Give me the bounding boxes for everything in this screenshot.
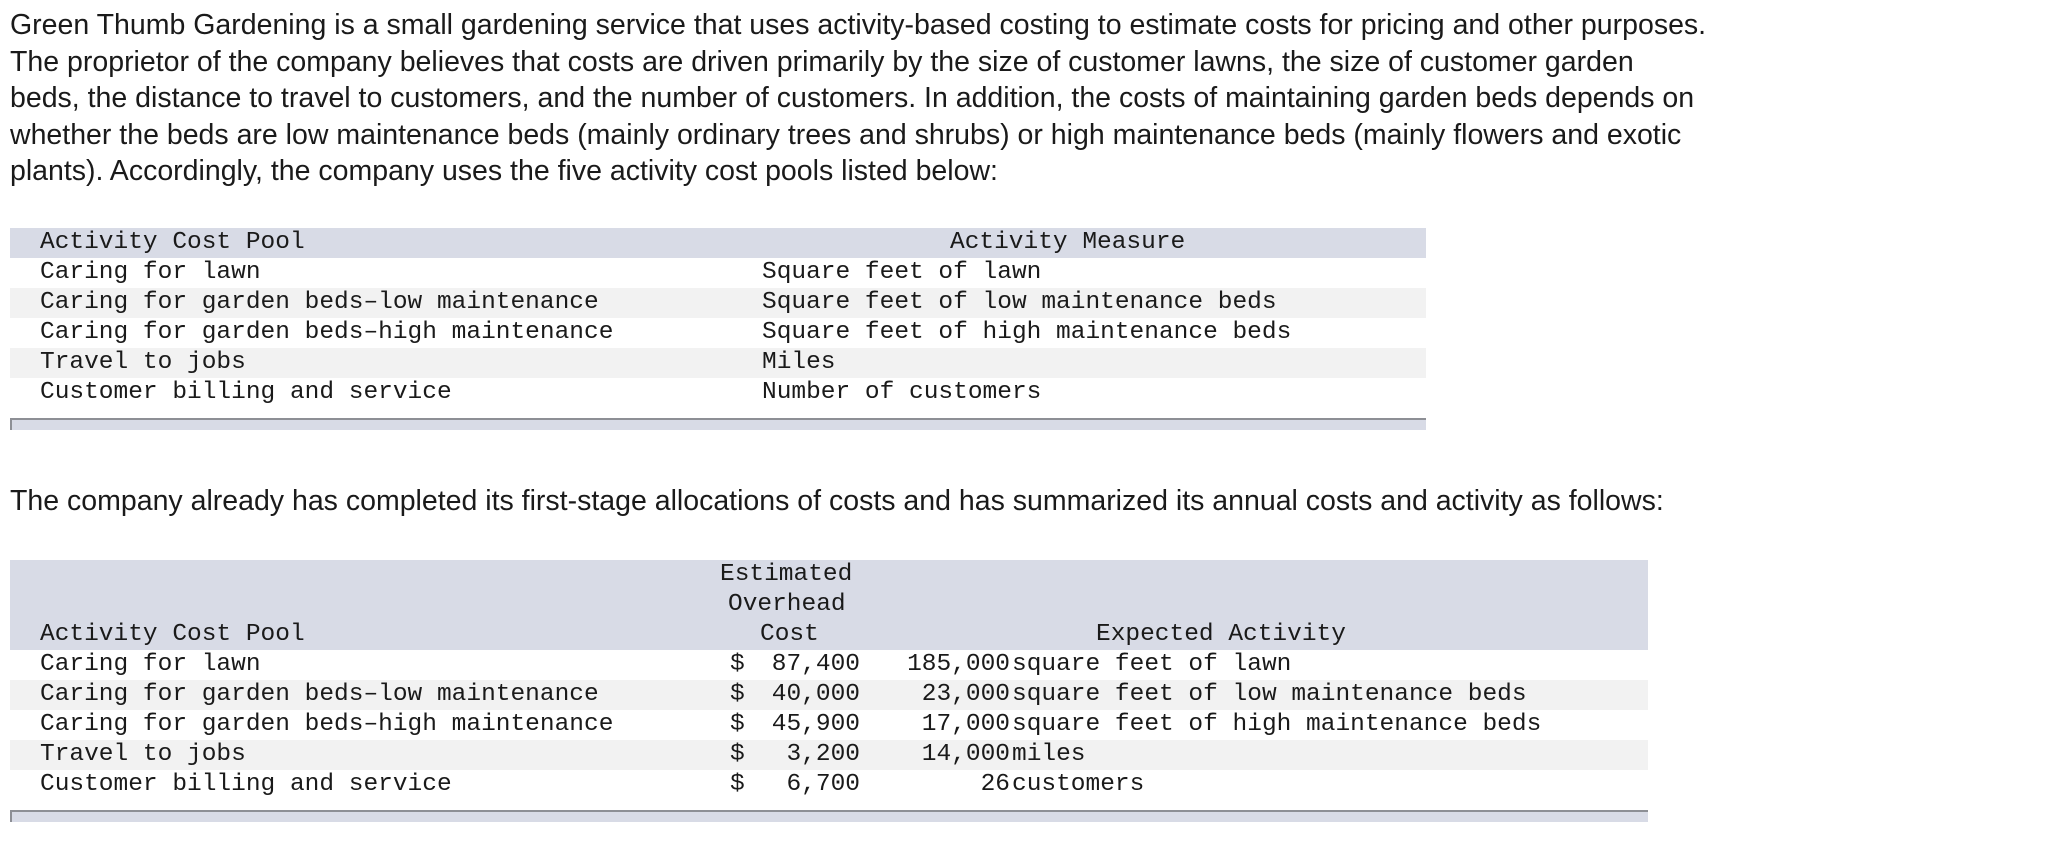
- table-row: [10, 378, 1426, 408]
- cell-quantity: 185,000: [907, 651, 1010, 678]
- header-activity-cost-pool: Activity Cost Pool: [40, 229, 305, 256]
- dollar-sign: $: [730, 771, 745, 798]
- cell-measure: Square feet of high maintenance beds: [762, 319, 1292, 346]
- table-row: [10, 710, 1648, 740]
- cell-pool: Caring for lawn: [40, 651, 261, 678]
- table-row: [10, 770, 1648, 800]
- header-expected-activity: Expected Activity: [1096, 621, 1346, 648]
- cell-measure: Miles: [762, 349, 836, 376]
- cell-pool: Customer billing and service: [40, 379, 452, 406]
- intro-line: beds, the distance to travel to customers, and the number of customers. In addition, the costs of maintaining garden beds depends on: [10, 82, 1695, 115]
- dollar-sign: $: [730, 651, 745, 678]
- cell-pool: Travel to jobs: [40, 349, 246, 376]
- intro-line: Green Thumb Gardening is a small gardening service that uses activity-based costing to estimate costs for pricing and other purposes.: [10, 9, 1707, 41]
- cell-quantity: 17,000: [921, 711, 1010, 738]
- cell-quantity: 26: [980, 771, 1010, 798]
- cost-value: 87,400: [771, 651, 860, 678]
- table-row: [10, 650, 1648, 680]
- header-activity-measure: Activity Measure: [950, 229, 1186, 256]
- cell-unit: miles: [1012, 741, 1086, 768]
- header-estimated: Estimated: [720, 561, 853, 588]
- table-row: [10, 740, 1648, 770]
- table-footer-bar: [10, 418, 1426, 430]
- table-row: [10, 318, 1426, 348]
- intro-line: whether the beds are low maintenance beds (mainly ordinary trees and shrubs) or high maintenance beds (mainly flowers and exotic: [10, 118, 1682, 151]
- table-row: [10, 348, 1426, 378]
- table-header-row: [10, 560, 1648, 650]
- cell-pool: Caring for garden beds–low maintenance: [40, 289, 599, 316]
- cell-unit: square feet of high maintenance beds: [1012, 711, 1542, 738]
- dollar-sign: $: [730, 741, 745, 768]
- intro-paragraph: [10, 7, 1910, 190]
- cell-pool: Customer billing and service: [40, 771, 452, 798]
- cost-activity-table: [10, 560, 1648, 822]
- cell-quantity: 14,000: [921, 741, 1010, 768]
- table-row: [10, 288, 1426, 318]
- cell-measure: Square feet of lawn: [762, 259, 1042, 286]
- header-overhead: Overhead: [728, 591, 846, 618]
- table-header-row: [10, 228, 1426, 258]
- activity-measure-table: [10, 228, 1426, 430]
- cost-value: 45,900: [771, 711, 860, 738]
- cost-value: 40,000: [771, 681, 860, 708]
- header-activity-cost-pool: Activity Cost Pool: [40, 621, 305, 648]
- table-footer-bar: [10, 810, 1648, 822]
- cell-pool: Caring for lawn: [40, 259, 261, 286]
- intro-line: plants). Accordingly, the company uses the five activity cost pools listed below:: [10, 155, 998, 188]
- dollar-sign: $: [730, 711, 745, 738]
- summary-intro-text: The company already has completed its first-stage allocations of costs and has summarized its annual costs and activity as follows:: [10, 485, 1664, 517]
- table-row: [10, 680, 1648, 710]
- cost-value: 6,700: [786, 771, 860, 798]
- cell-unit: customers: [1012, 771, 1145, 798]
- dollar-sign: $: [730, 681, 745, 708]
- cell-pool: Caring for garden beds–high maintenance: [40, 711, 614, 738]
- cell-unit: square feet of low maintenance beds: [1012, 681, 1527, 708]
- table-row: [10, 258, 1426, 288]
- cell-pool: Travel to jobs: [40, 741, 246, 768]
- cell-pool: Caring for garden beds–high maintenance: [40, 319, 614, 346]
- cell-quantity: 23,000: [921, 681, 1010, 708]
- cost-value: 3,200: [786, 741, 860, 768]
- intro-line: The proprietor of the company believes that costs are driven primarily by the size of customer lawns, the size of customer garden: [10, 45, 1634, 78]
- cell-measure: Number of customers: [762, 379, 1042, 406]
- cell-pool: Caring for garden beds–low maintenance: [40, 681, 599, 708]
- cell-unit: square feet of lawn: [1012, 651, 1292, 678]
- header-cost: Cost: [760, 621, 819, 648]
- cell-measure: Square feet of low maintenance beds: [762, 289, 1277, 316]
